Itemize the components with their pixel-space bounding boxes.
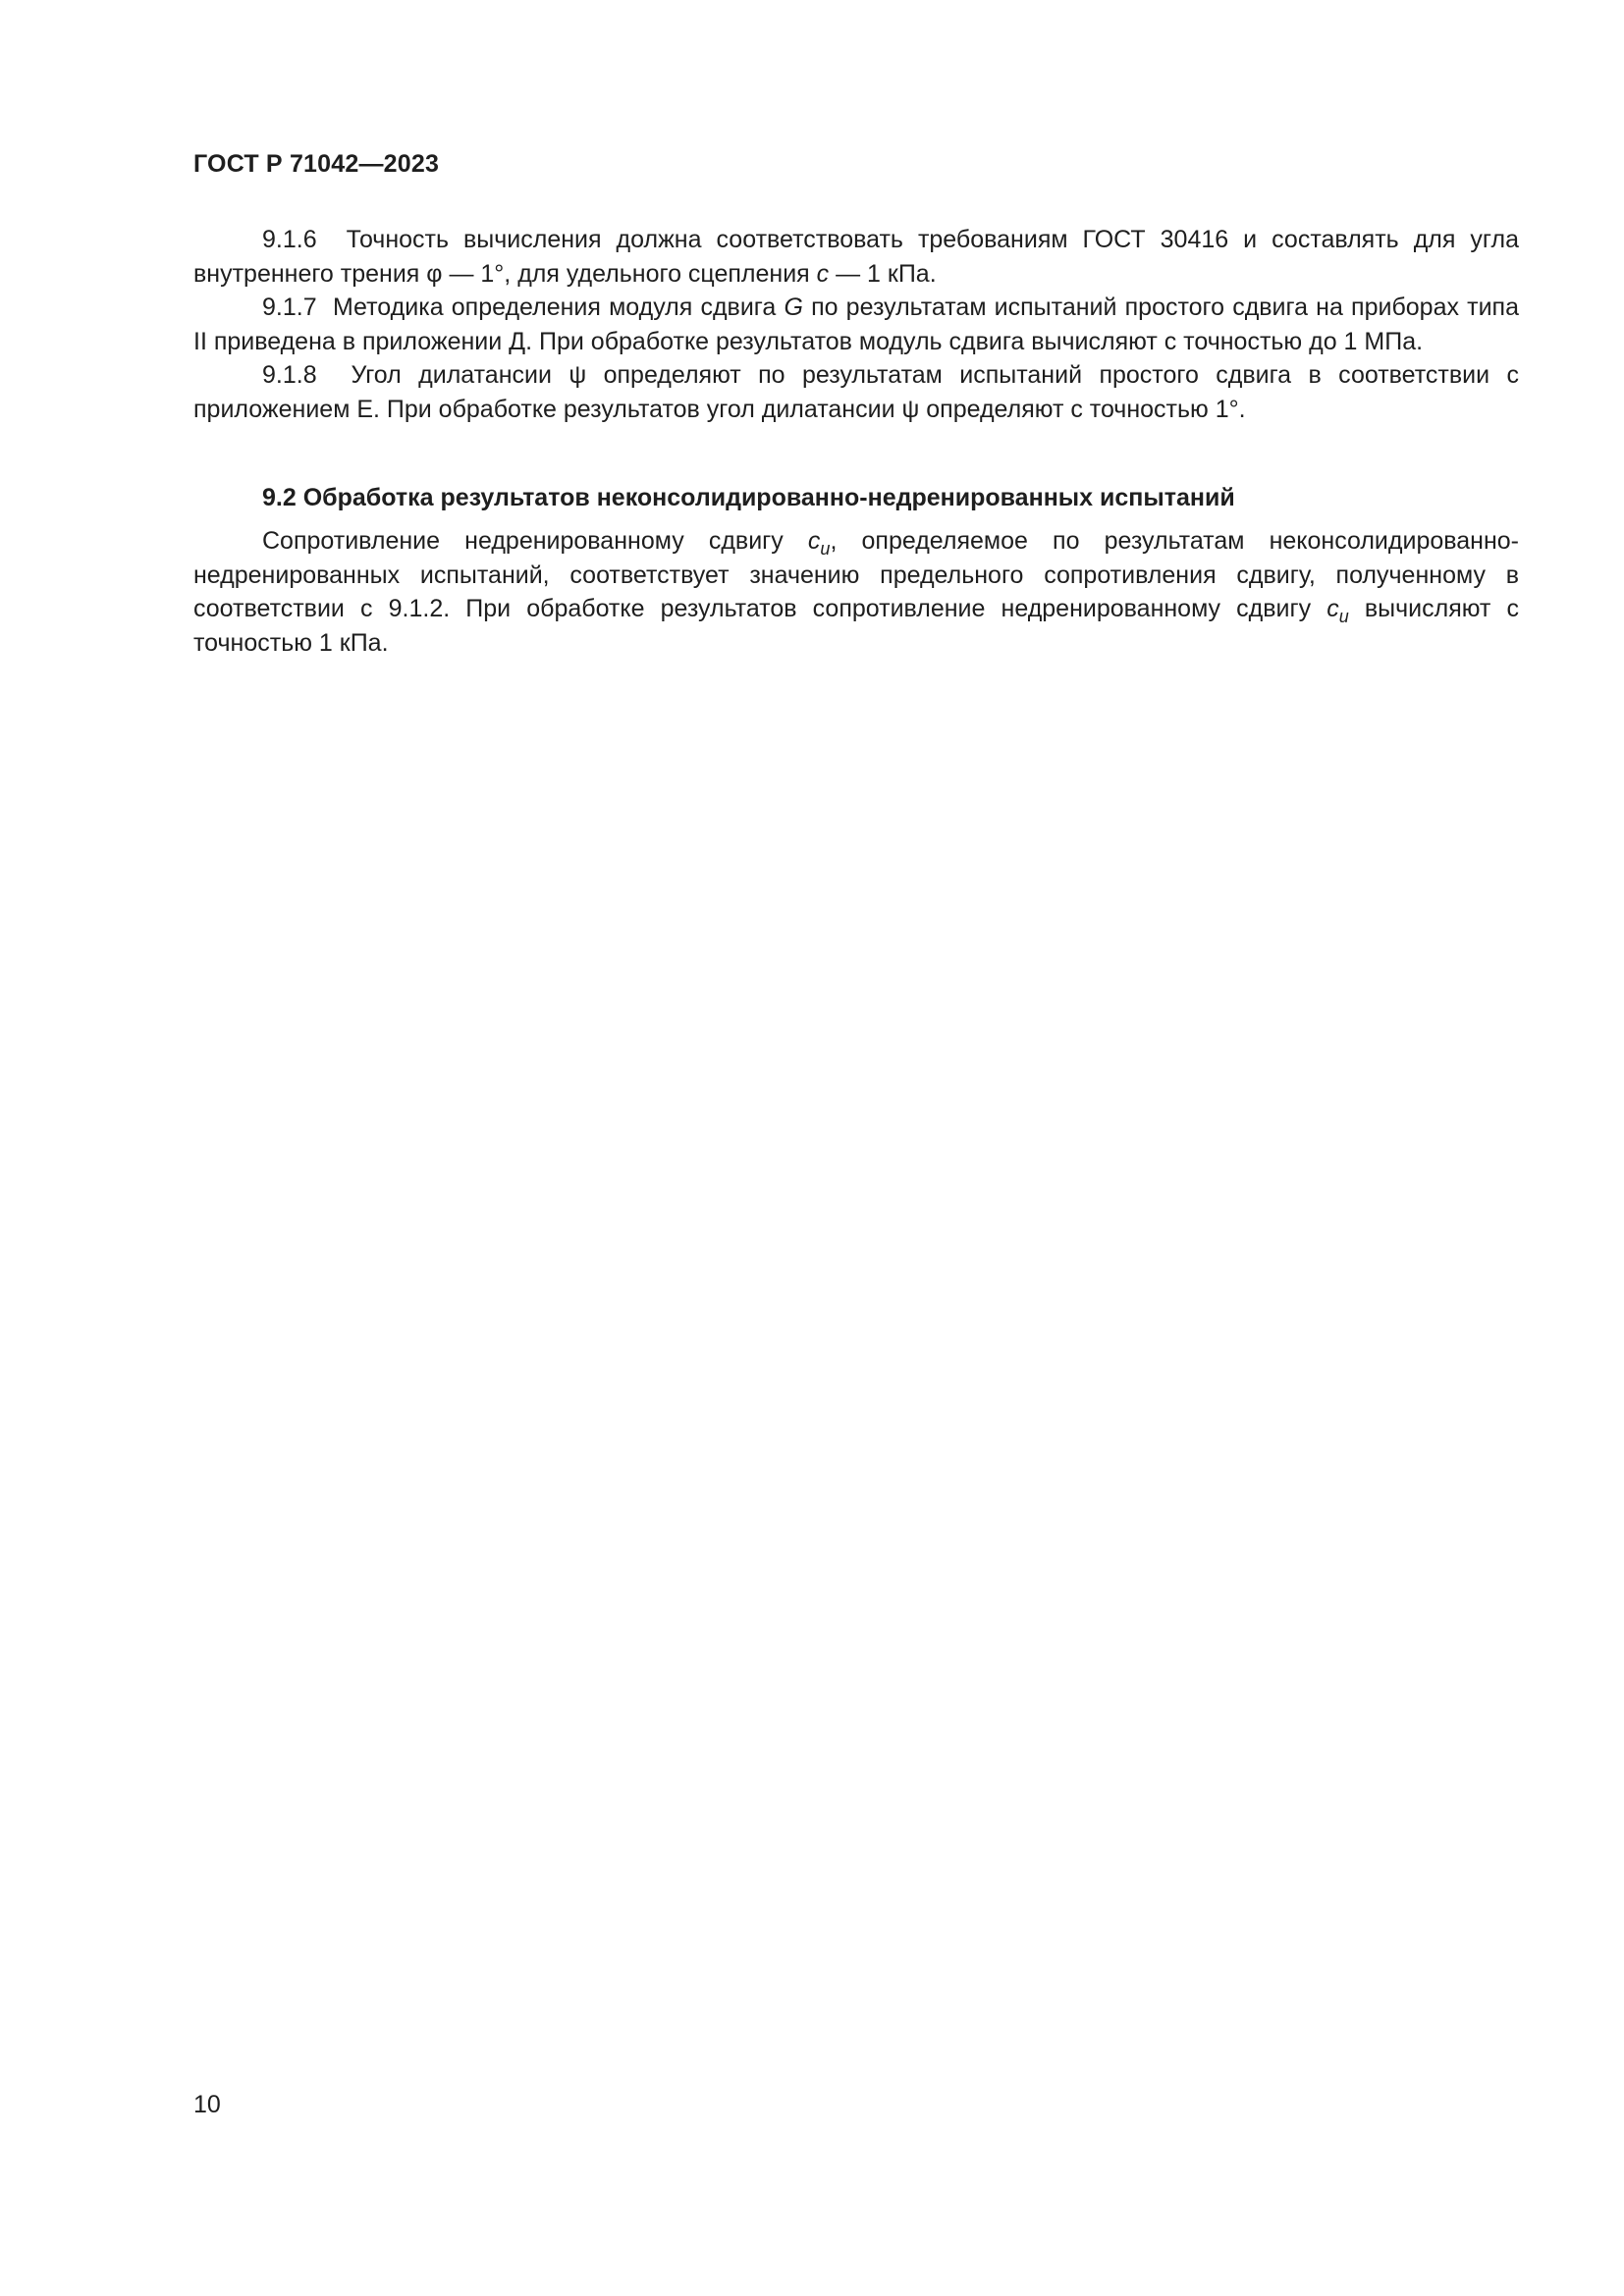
paragraph-text: Сопротивление недренированному сдвигу <box>262 527 808 555</box>
clause-number: 9.1.6 <box>262 226 317 253</box>
paragraph-text: вычисляют с точностью 1 кПа. <box>193 595 1519 657</box>
subscript-u: u <box>820 539 831 559</box>
clause-9-1-8 <box>193 358 1519 426</box>
subscript-u: u <box>1338 607 1349 626</box>
clause-text: Угол дилатансии ψ определяют по результатам испытаний простого сдвига в соответствии с приложением Е. При обработке результатов угол дилатансии ψ определяют с точностью 1°. <box>193 361 1519 423</box>
clause-text: Методика определения модуля сдвига <box>332 294 785 321</box>
clause-9-1-7 <box>193 291 1519 358</box>
clause-text: — 1 кПа. <box>829 259 937 288</box>
clause-9-1-6 <box>193 223 1519 291</box>
page-number: 10 <box>193 2091 221 2118</box>
symbol-c: c <box>1326 595 1339 622</box>
clauses-block <box>193 223 1519 426</box>
paragraph-text: , определяемое по результатам неконсолидированно-недренированных испытаний, соответствует значению предельного сопротивления сдвигу, полученному в соответствии с 9.1.2. При обработке результатов сопротивление недренированному сдвигу <box>193 527 1519 622</box>
clause-text: по результатам испытаний простого сдвига на приборах типа II приведена в приложении Д. При обработке результатов модуль сдвига вычисляют с точностью до 1 МПа. <box>193 294 1519 355</box>
clause-text: Точность вычисления должна соответствовать требованиям ГОСТ 30416 и составлять для угла внутреннего трения φ — 1°, для удельного сцепления <box>193 226 1519 288</box>
section-9-2-paragraph <box>193 524 1519 660</box>
symbol-g: G <box>784 294 803 321</box>
clause-number: 9.1.8 <box>262 361 317 389</box>
document-header: ГОСТ Р 71042—2023 <box>193 150 440 178</box>
section-9-2-body <box>193 524 1519 660</box>
symbol-c: c <box>807 527 821 555</box>
symbol-c: c <box>816 259 830 288</box>
section-heading-9-2: 9.2 Обработка результатов неконсолидированно-недренированных испытаний <box>262 484 1235 511</box>
clause-number: 9.1.7 <box>262 294 317 321</box>
